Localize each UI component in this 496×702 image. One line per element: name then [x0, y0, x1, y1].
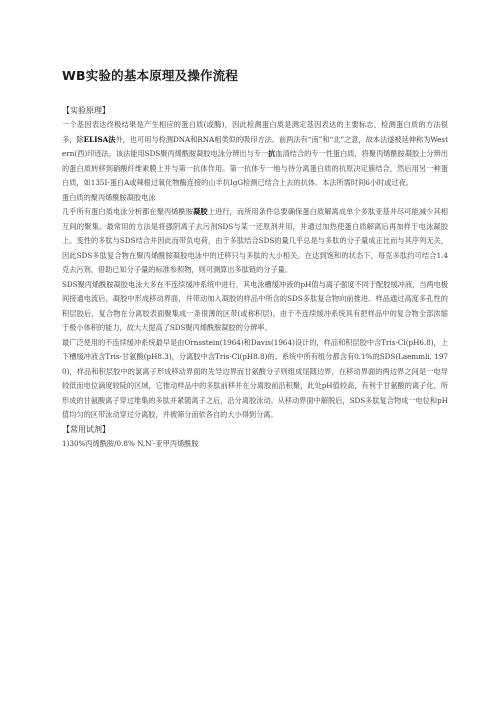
antibody-bold-term: 抗: [268, 149, 276, 158]
section-heading-principle: 【实验原理】: [62, 106, 110, 115]
paragraph-intro: [62, 118, 448, 191]
section-heading-reagents: 【常用试剂】: [62, 424, 110, 434]
document-title: WB实验的基本原理及操作流程: [62, 68, 239, 83]
paragraph-ornstein-davis: 最广泛使用的不连续缓冲系统最早是由Ornsstein(1964)和Davis(1964)设计的，样品和积层胶中含Tris-Cl(pH6.8)，上下槽缓冲液含Tris-甘氨酸(pH8.3)，分离胶中含Tris-Cl(pH8.8)的。系统中所有组分都含有0.1%的SDS(Laemmli, 1970)，样品和积层胶中的氯离子形成移动界面的先导边界而甘氨酸分子则组成尾随边界，在移动界面的两边界之间是一电导较低而电位滴度较陡的区域，它推动样品中的多肽前移并在分离胶前沿积聚，此处pH值较高，有利于甘氨酸的离子化，所形成的甘氨酸离子穿过堆集的多肽并紧随离子之后，沿分离胶泳动。从移动界面中解脱后，SDS多肽复合物成一电位和pH值均匀的区带泳动穿过分离胶，并被筛分而依各自的大小得到分离。: [62, 337, 448, 419]
reagent-item-1: 1)30%丙烯酰胺/0.8% N,N′-亚甲丙烯酰胺: [62, 438, 199, 448]
paragraph-intro-part-e: 血清结合的专一性蛋白质，将聚丙烯酰胺凝胶上分辨出的蛋白质转移到硝酸纤维素膜上并与第一抗体作用。第一抗体专一地与待分离蛋白质的抗原决定簇结合，然后用另一种蛋白质，如135I-蛋白A或辣根过氧化物酶连接的山羊抗IgG检测已结合上去的抗体。本法所需时间6小时或过夜。: [62, 149, 448, 187]
paragraph-sds-part-c: 上进行，而所用条件总要确保蛋白质解离成单个多肽亚基并尽可能减少其相互间的聚集。最常用的方法是将强阴离子去污剂SDS与某一还原剂并用，并通过加热使蛋白质解离后再加样于电泳凝胶上。变性的多肽与SDS结合并因此而带负电荷，由于多肽结合SDS的量几乎总是与多肽的分子量成正比而与其序列无关，因此SDS多肽复合物在聚丙烯酰胺凝胶电泳中的迁移只与多肽的大小相关。在达到饱和的状态下，每克多肽约可结合1.4克去污剂，借助已知分子量的标准参照物，则可测算出多肽链的分子量。: [62, 207, 448, 274]
paragraph-discontinuous-buffer: SDS聚丙烯酰胺凝胶电泳大多在不连续缓冲系统中进行，其电泳槽缓冲液的pH值与离子强度不同于配胶缓冲液，当两电极间接通电流后，凝胶中形成移动界面，并带动加入凝胶的样品中所含的SDS多肽复合物向前推进。样品通过高度多孔性的积层胶后，复合物在分离胶表面聚集成一条很薄的区带(或称积层)。由于不连续缓冲系统具有把样品中的复合物全部浓缩于极小体积的能力，故大大提高了SDS聚丙烯酰胺凝胶的分辨率。: [62, 279, 448, 332]
paragraph-subheading-page: 蛋白质的聚丙烯酰胺凝胶电泳: [62, 192, 156, 202]
paragraph-intro-part-c: 外，也可用与检测DNA和RNA相类似的吸印方法。前两法有“南”和“北”之意，故本法遂被延伸称为Western(西)印迹法，该法能用SDS聚丙烯酰胺凝胶电泳分辨出与专一: [62, 134, 448, 158]
gel-bold-term: 凝胶: [193, 207, 208, 216]
paragraph-sds-page: [62, 205, 448, 278]
paragraph-intro-part-a: 一个基因表达终极结果是产生相应的蛋白质(或酶)，因此检测蛋白质是测定基因表达的主要标志，检测蛋白质的方法很多，除: [62, 120, 448, 144]
paragraph-sds-part-a: 几乎所有蛋白质电泳分析都在聚丙烯酰胺: [62, 207, 194, 216]
elisa-bold-term: ELISA法: [83, 134, 116, 144]
